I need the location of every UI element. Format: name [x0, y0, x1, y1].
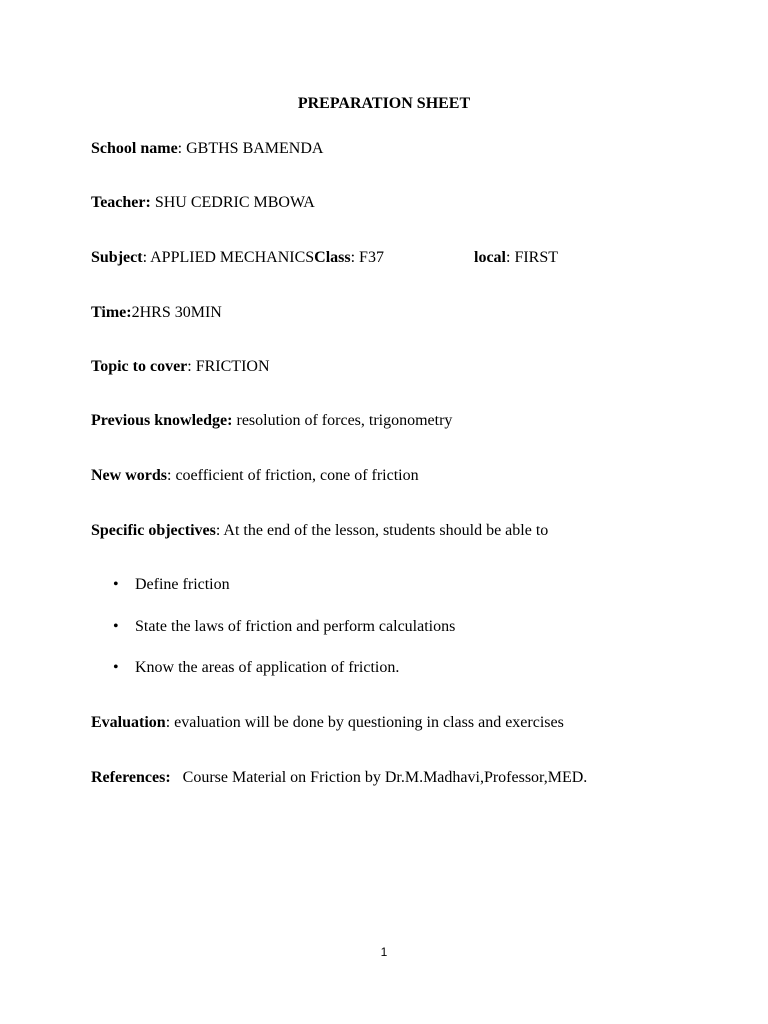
previous-knowledge-line: [91, 411, 452, 431]
topic-line: [91, 357, 270, 377]
references-separator: [171, 769, 183, 786]
topic-value: FRICTION: [195, 358, 270, 375]
objective-text-1: Define friction: [135, 576, 230, 593]
objective-text-2: State the laws of friction and perform calculations: [135, 618, 456, 635]
new-words-label: New words: [91, 467, 167, 484]
objective-text-3: Know the areas of application of friction.: [135, 659, 400, 676]
objective-item-1: [113, 575, 230, 595]
specific-objectives-label: Specific objectives: [91, 522, 216, 539]
subject-class-line: [91, 248, 384, 268]
bullet-icon: •: [113, 618, 119, 635]
teacher-value: SHU CEDRIC MBOWA: [154, 194, 315, 211]
subject-separator: :: [142, 249, 151, 266]
page-number: 1: [380, 945, 388, 959]
objective-item-3: [113, 658, 399, 678]
references-value: Course Material on Friction by Dr.M.Madhavi,Professor,MED.: [182, 769, 588, 786]
document-title: PREPARATION SHEET: [297, 95, 471, 112]
evaluation-label: Evaluation: [91, 714, 166, 731]
evaluation-separator: :: [165, 714, 175, 731]
subject-value: APPLIED MECHANICS: [150, 249, 315, 266]
class-separator: :: [350, 249, 360, 266]
school-name-line: [91, 139, 323, 159]
specific-objectives-separator: :: [215, 522, 224, 539]
evaluation-value: evaluation will be done by questioning in class and exercises: [174, 714, 564, 731]
class-value: F37: [359, 249, 384, 266]
references-line: [91, 768, 587, 788]
time-line: [91, 303, 222, 323]
local-value: FIRST: [514, 249, 559, 266]
local-label: local: [474, 249, 506, 266]
previous-knowledge-label: Previous knowledge:: [91, 412, 233, 429]
local-separator: :: [506, 249, 515, 266]
bullet-icon: •: [113, 659, 119, 676]
new-words-value: coefficient of friction, cone of friction: [175, 467, 419, 484]
school-name-label: School name: [91, 140, 178, 157]
school-name-separator: :: [177, 140, 187, 157]
bullet-icon: •: [113, 576, 119, 593]
evaluation-line: [91, 713, 564, 733]
topic-separator: :: [187, 358, 196, 375]
objective-item-2: [113, 617, 455, 637]
references-label: References:: [91, 769, 171, 786]
new-words-line: [91, 466, 419, 486]
topic-label: Topic to cover: [91, 358, 188, 375]
local-line: [474, 248, 558, 268]
teacher-label: Teacher:: [91, 194, 151, 211]
subject-label: Subject: [91, 249, 143, 266]
specific-objectives-value: At the end of the lesson, students should be able to: [223, 522, 549, 539]
time-label: Time:: [91, 304, 132, 321]
previous-knowledge-value: resolution of forces, trigonometry: [236, 412, 453, 429]
school-name-value: GBTHS BAMENDA: [186, 140, 324, 157]
time-value: 2HRS 30MIN: [131, 304, 222, 321]
specific-objectives-line: [91, 521, 548, 541]
teacher-line: [91, 193, 315, 213]
class-label: Class: [314, 249, 351, 266]
new-words-separator: :: [167, 467, 176, 484]
